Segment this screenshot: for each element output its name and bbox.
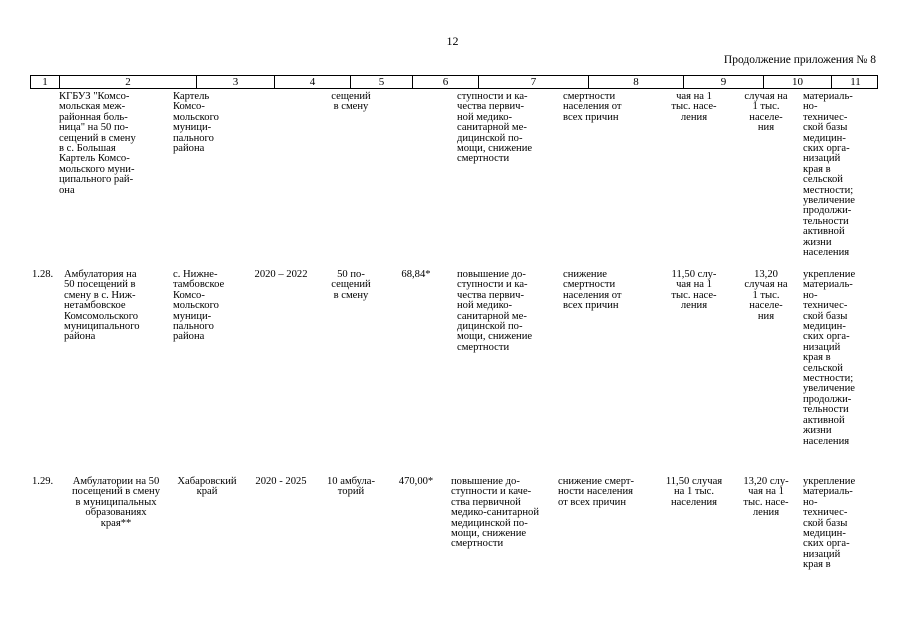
indicator-text: снижение смертности населения от всех причин xyxy=(563,269,622,312)
facility-name-text: Амбулатории на 50 посещений в смену в муниципальных образованиях края** xyxy=(71,476,160,529)
period xyxy=(243,477,319,487)
value-2 xyxy=(732,477,800,519)
value-1 xyxy=(654,477,734,508)
value-2 xyxy=(732,270,800,322)
effect xyxy=(803,92,875,259)
effect xyxy=(803,477,875,571)
indicator-text: снижение смерт- ности населения от всех причин xyxy=(558,476,635,508)
value-2-text: 13,20 случая на 1 тыс. населе- ния xyxy=(744,269,788,322)
column-header-row xyxy=(30,75,878,89)
location-text: Картель Комсо- мольского муници- пального района xyxy=(173,91,219,155)
cost xyxy=(383,477,449,487)
value-2 xyxy=(732,92,800,134)
period xyxy=(243,270,319,280)
facility-name-text: Амбулатория на 50 посещений в смену в с. Ниж- нетамбовское Комсомольского муниципального района xyxy=(64,269,140,343)
column-header-7: 7 xyxy=(478,76,588,88)
cost xyxy=(383,270,449,280)
column-header-9: 9 xyxy=(683,76,763,88)
goal xyxy=(457,270,557,353)
goal xyxy=(457,92,557,165)
period-text: 2020 – 2022 xyxy=(254,269,308,280)
capacity-text: 10 амбула- торий xyxy=(327,476,375,498)
value-2-text: случая на 1 тыс. населе- ния xyxy=(744,91,788,134)
row-number-text: 1.28. xyxy=(32,269,54,280)
indicator-text: смертности населения от всех причин xyxy=(563,91,622,123)
facility-name xyxy=(60,477,172,529)
period-text: 2020 - 2025 xyxy=(255,476,307,487)
goal-text: повышение до- ступности и ка- чества первич- ной медико- санитарной ме- дицинской по- мощи, снижение смертности xyxy=(457,269,533,353)
indicator xyxy=(563,270,655,312)
column-header-10: 10 xyxy=(763,76,831,88)
effect xyxy=(803,270,875,447)
goal-text: ступности и ка- чества первич- ной медико- санитарной ме- дицинской по- мощи, снижение смертности xyxy=(457,91,533,165)
facility-name-text: КГБУЗ "Комсо- мольская меж- районная боль- ница" на 50 по- сещений в смену в с. Большая Картель Комсо- мольского муни- ципального рай- она xyxy=(59,91,136,196)
capacity-text: сещений в смену xyxy=(331,91,371,113)
cost-text: 68,84* xyxy=(401,269,431,280)
facility-name xyxy=(64,270,168,343)
column-header-4: 4 xyxy=(274,76,350,88)
effect-text: укрепление материаль- но- техничес- ской базы медицин- ских орга- низаций края в xyxy=(803,476,856,571)
value-1-text: чая на 1 тыс. насе- ления xyxy=(671,91,717,123)
column-header-8: 8 xyxy=(588,76,683,88)
column-header-3: 3 xyxy=(196,76,274,88)
location-text: Хабаровский край xyxy=(177,476,237,498)
location xyxy=(168,477,246,498)
page-number: 12 xyxy=(446,34,459,48)
column-header-2: 2 xyxy=(59,76,196,88)
effect-text: материаль- но- техничес- ской базы медицин- ских орга- низаций края в сельской местности; увеличение продолжи- тельности активной жизни населения xyxy=(803,91,855,259)
location xyxy=(173,270,243,343)
column-header-1: 1 xyxy=(42,76,48,88)
capacity xyxy=(320,270,382,301)
cost-text: 470,00* xyxy=(398,476,434,487)
effect-text: укрепление материаль- но- техничес- ской базы медицин- ских орга- низаций края в сельской местности; увеличение продолжи- тельности активной жизни населения xyxy=(803,269,856,447)
goal-text: повышение до- ступности и каче- ства первичной медико-санитарной медицинской по- мощи, снижение смертности xyxy=(451,476,540,550)
row-number-text: 1.29. xyxy=(32,476,54,487)
value-1 xyxy=(654,92,734,123)
column-header-6: 6 xyxy=(412,76,478,88)
location xyxy=(173,92,243,154)
value-1 xyxy=(654,270,734,312)
value-2-text: 13,20 слу- чая на 1 тыс. насе- ления xyxy=(743,476,789,519)
continuation-label: Продолжение приложения № 8 xyxy=(723,54,876,66)
indicator xyxy=(563,92,655,123)
capacity-text: 50 по- сещений в смену xyxy=(331,269,371,301)
location-text: с. Нижне- тамбовское Комсо- мольского муници- пального района xyxy=(173,269,225,343)
row-number xyxy=(32,477,62,487)
capacity xyxy=(320,477,382,498)
row-number xyxy=(32,270,62,280)
column-header-5: 5 xyxy=(350,76,412,88)
facility-name xyxy=(59,92,169,196)
value-1-text: 11,50 случая на 1 тыс. населения xyxy=(665,476,723,508)
indicator xyxy=(558,477,654,508)
column-header-11: 11 xyxy=(831,76,879,88)
value-1-text: 11,50 слу- чая на 1 тыс. насе- ления xyxy=(671,269,717,312)
goal xyxy=(451,477,557,550)
capacity xyxy=(320,92,382,113)
